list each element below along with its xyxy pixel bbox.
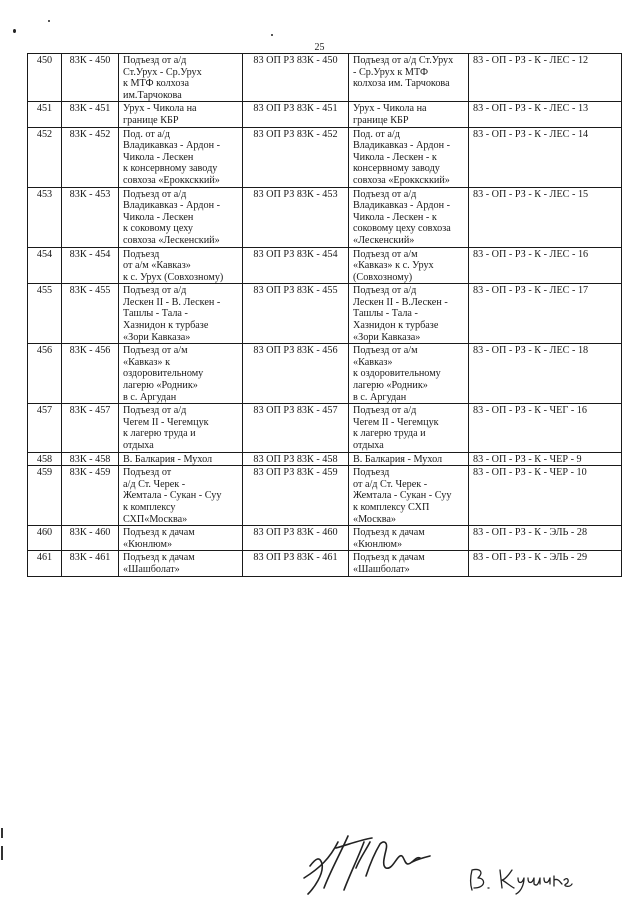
binding-mark <box>1 846 3 860</box>
scan-speck <box>13 29 16 33</box>
cell-identifier: 83 - ОП - РЗ - К - ЭЛЬ - 28 <box>469 526 622 551</box>
cell-registry-code: 83 ОП РЗ 83К - 455 <box>243 284 349 344</box>
cell-identifier: 83 - ОП - РЗ - К - ЛЕС - 15 <box>469 187 622 247</box>
cell-number: 461 <box>28 551 62 576</box>
cell-number: 455 <box>28 284 62 344</box>
table-row <box>28 187 622 247</box>
table-row <box>28 344 622 404</box>
table-row <box>28 404 622 452</box>
cell-road-name-alt: В. Балкария - Мухол <box>349 452 469 466</box>
table-row <box>28 466 622 526</box>
cell-road-name: Подъезд от а/д Ст. Черек - Жемтала - Сукан - Суу к комплексу СХП«Москва» <box>119 466 243 526</box>
cell-number: 453 <box>28 187 62 247</box>
binding-mark <box>1 828 3 838</box>
cell-registry-code: 83 ОП РЗ 83К - 451 <box>243 102 349 127</box>
cell-road-code: 83К - 452 <box>62 127 119 187</box>
cell-road-name-alt: Подъезд от а/м «Кавказ» к с. Урух (Совхозному) <box>349 247 469 284</box>
scan-speck <box>48 20 50 22</box>
cell-road-name-alt: Урух - Чикола на границе КБР <box>349 102 469 127</box>
cell-registry-code: 83 ОП РЗ 83К - 461 <box>243 551 349 576</box>
cell-number: 458 <box>28 452 62 466</box>
cell-road-name-alt: Подъезд к дачам «Шашболат» <box>349 551 469 576</box>
road-registry-table <box>27 53 622 577</box>
cell-road-name-alt: Подъезд от а/д Ст.Урух - Ср.Урух к МТФ колхоза им. Тарчокова <box>349 54 469 102</box>
cell-road-name: Подъезд от а/д Чегем II - Чегемцук к лагерю труда и отдыха <box>119 404 243 452</box>
cell-road-code: 83К - 451 <box>62 102 119 127</box>
cell-registry-code: 83 ОП РЗ 83К - 454 <box>243 247 349 284</box>
cell-number: 457 <box>28 404 62 452</box>
cell-road-code: 83К - 459 <box>62 466 119 526</box>
page-number: 25 <box>314 42 325 53</box>
cell-road-name-alt: Подъезд от а/д Владикавказ - Ардон - Чикола - Лескен - к соковому цеху совхоза «Лескенский» <box>349 187 469 247</box>
table-row <box>28 127 622 187</box>
table-row <box>28 452 622 466</box>
cell-identifier: 83 - ОП - РЗ - К - ЭЛЬ - 29 <box>469 551 622 576</box>
cell-identifier: 83 - ОП - РЗ - К - ЧЕР - 10 <box>469 466 622 526</box>
cell-road-code: 83К - 454 <box>62 247 119 284</box>
cell-road-name: Подъезд от а/м «Кавказ» к с. Урух (Совхозному) <box>119 247 243 284</box>
cell-identifier: 83 - ОП - РЗ - К - ЛЕС - 14 <box>469 127 622 187</box>
cell-road-name: Подъезд от а/д Ст.Урух - Ср.Урух к МТФ колхоза им.Тарчокова <box>119 54 243 102</box>
cell-identifier: 83 - ОП - РЗ - К - ЛЕС - 16 <box>469 247 622 284</box>
cell-road-name-alt: Подъезд от а/д Лескен II - В.Лескен - Ташлы - Тала - Хазнидон к турбазе «Зори Кавказа» <box>349 284 469 344</box>
cell-identifier: 83 - ОП - РЗ - К - ЛЕС - 18 <box>469 344 622 404</box>
cell-road-name-alt: Под. от а/д Владикавказ - Ардон - Чикола - Лескен - к консервному заводу совхоза «Ерокксккий» <box>349 127 469 187</box>
cell-registry-code: 83 ОП РЗ 83К - 456 <box>243 344 349 404</box>
cell-number: 459 <box>28 466 62 526</box>
cell-road-code: 83К - 460 <box>62 526 119 551</box>
signature-name-script <box>466 862 576 896</box>
cell-road-code: 83К - 450 <box>62 54 119 102</box>
table-row <box>28 102 622 127</box>
cell-road-code: 83К - 461 <box>62 551 119 576</box>
cell-number: 451 <box>28 102 62 127</box>
cell-road-name-alt: Подъезд к дачам «Кюнлюм» <box>349 526 469 551</box>
cell-identifier: 83 - ОП - РЗ - К - ЛЕС - 12 <box>469 54 622 102</box>
cell-number: 450 <box>28 54 62 102</box>
cell-registry-code: 83 ОП РЗ 83К - 452 <box>243 127 349 187</box>
cell-identifier: 83 - ОП - РЗ - К - ЧЕГ - 16 <box>469 404 622 452</box>
cell-road-code: 83К - 458 <box>62 452 119 466</box>
cell-identifier: 83 - ОП - РЗ - К - ЛЕС - 13 <box>469 102 622 127</box>
cell-road-name-alt: Подъезд от а/д Чегем II - Чегемцук к лагерю труда и отдыха <box>349 404 469 452</box>
cell-registry-code: 83 ОП РЗ 83К - 458 <box>243 452 349 466</box>
table-row <box>28 54 622 102</box>
table-row <box>28 526 622 551</box>
cell-road-name: Подъезд от а/д Владикавказ - Ардон - Чикола - Лескен к соковому цеху совхоза «Лескенский» <box>119 187 243 247</box>
cell-number: 454 <box>28 247 62 284</box>
cell-registry-code: 83 ОП РЗ 83К - 460 <box>243 526 349 551</box>
cell-road-name-alt: Подъезд от а/м «Кавказ» к оздоровительному лагерю «Родник» в с. Аргудан <box>349 344 469 404</box>
scan-speck <box>271 34 273 36</box>
cell-number: 452 <box>28 127 62 187</box>
cell-road-name: Подъезд от а/д Лескен II - В. Лескен - Ташлы - Тала - Хазнидон к турбазе «Зори Кавказа» <box>119 284 243 344</box>
cell-identifier: 83 - ОП - РЗ - К - ЛЕС - 17 <box>469 284 622 344</box>
cell-road-code: 83К - 456 <box>62 344 119 404</box>
cell-registry-code: 83 ОП РЗ 83К - 453 <box>243 187 349 247</box>
cell-road-code: 83К - 455 <box>62 284 119 344</box>
cell-road-name: Под. от а/д Владикавказ - Ардон - Чикола - Лескен к консервному заводу совхоза «Ерокксккий» <box>119 127 243 187</box>
cell-registry-code: 83 ОП РЗ 83К - 459 <box>243 466 349 526</box>
cell-number: 460 <box>28 526 62 551</box>
cell-registry-code: 83 ОП РЗ 83К - 450 <box>243 54 349 102</box>
cell-road-name: В. Балкария - Мухол <box>119 452 243 466</box>
cell-road-name: Подъезд от а/м «Кавказ» к оздоровительному лагерю «Родник» в с. Аргудан <box>119 344 243 404</box>
handwritten-signature <box>300 828 440 898</box>
cell-road-code: 83К - 453 <box>62 187 119 247</box>
cell-road-name-alt: Подъезд от а/д Ст. Черек - Жемтала - Сукан - Суу к комплексу СХП «Москва» <box>349 466 469 526</box>
cell-number: 456 <box>28 344 62 404</box>
table-row <box>28 284 622 344</box>
cell-road-name: Урух - Чикола на границе КБР <box>119 102 243 127</box>
cell-identifier: 83 - ОП - РЗ - К - ЧЕР - 9 <box>469 452 622 466</box>
cell-registry-code: 83 ОП РЗ 83К - 457 <box>243 404 349 452</box>
cell-road-name: Подъезд к дачам «Кюнлюм» <box>119 526 243 551</box>
table-row <box>28 551 622 576</box>
registry-body <box>28 54 622 577</box>
cell-road-name: Подъезд к дачам «Шашболат» <box>119 551 243 576</box>
cell-road-code: 83К - 457 <box>62 404 119 452</box>
table-row <box>28 247 622 284</box>
